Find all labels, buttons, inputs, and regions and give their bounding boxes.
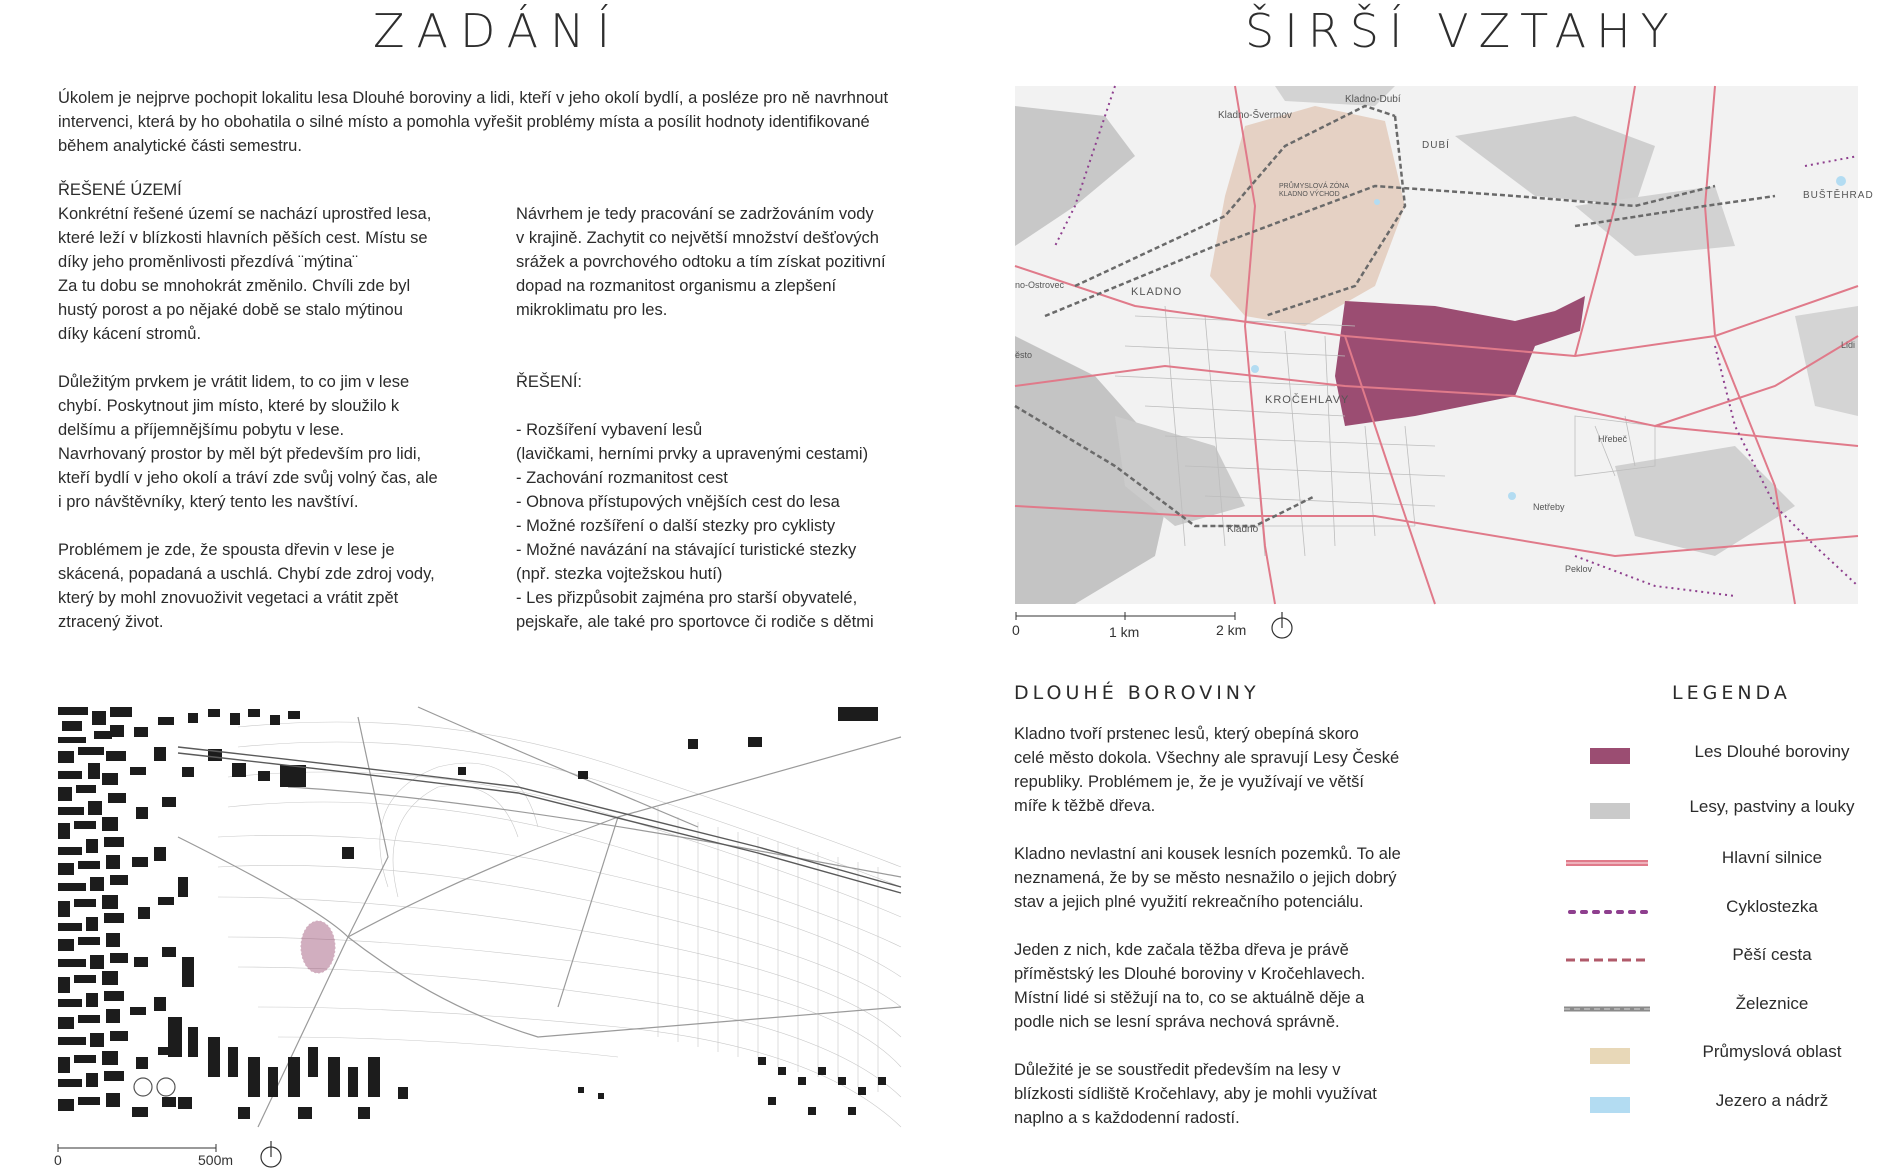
legend-label: Jezero a nádrž: [1715, 1091, 1829, 1110]
top-map-scale-bar: [1015, 608, 1305, 642]
top-scale-1km: 1 km: [1109, 624, 1140, 640]
wider-relations-map: [1015, 86, 1874, 604]
legend-item-cyklostezka: [1560, 895, 1880, 925]
dlouhe-boroviny-text: Kladno tvoří prstenec lesů, který obepíná skoro celé město dokola. Všechny ale spravují Lesy České republiky. Problémem je, že je využívají ve větší míře k těžbě dřeva. Kladno nevlastní ani kousek lesních pozemků. To ale neznamená, že by se město nesnažilo o jejich dobrý stav a jejich plné využití rekreačního potenciálu. Jeden z nich, kde začala těžba dřeva je právě příměstský les Dlouhé boroviny v Kročehlavech. Místní lidé si stěžují na to, co se aktuálně děje a podle nich se lesní správa nechová správně. Důležité je se soustředit především na lesy v blízkosti sídliště Kročehlavy, aby je mohli využívat naplno a s každodenní radostí.: [1014, 725, 1401, 1127]
label-kladno-station: Kladno: [1227, 524, 1259, 535]
legend-label: Les Dlouhé boroviny: [1694, 742, 1850, 761]
legend-swatch-meadows: [1560, 803, 1650, 821]
bottom-map-scale-bar: [56, 1140, 296, 1174]
legend-swatch-railway: [1560, 1000, 1650, 1018]
reseni-text: Návrhem je tedy pracování se zadržováním vody v krajině. Zachytit co největší množství dešťových srážek a povrchového odtoku a tím získat pozitivní dopad na rozmanitost organismu a zlepšení mikroklimatu pro les. ŘEŠENÍ: - Rozšíření vybavení lesů (lavičkami, herními prvky a upravenými cestami) - Zachování rozmanitost cest - Obnova přístupových vnějších cest do lesa - Možné rozšíření o další stezky pro cyklisty - Možné navázání na stávající turistické stezky (npř. stezka vojtežskou hutí) - Les přizpůsobit zajména pro starší obyvatelé, pejskaře, ale také pro sportovce či rodiče s dětmi: [516, 205, 886, 631]
label-mesto: ěsto: [1015, 350, 1033, 360]
label-kladno: KLADNO: [1131, 286, 1183, 298]
legend-label: Lesy, pastviny a louky: [1689, 797, 1855, 816]
legend-item-zeleznice: [1560, 992, 1880, 1022]
legend-item-pesi-cesta: [1560, 943, 1880, 973]
legend-label: Cyklostezka: [1726, 897, 1818, 916]
intro-text: Úkolem je nejprve pochopit lokalitu lesa Dlouhé boroviny a lidi, kteří v jeho okolí bydlí, a posléze pro ně navrhnout intervenci, která by ho obohatila o silné místo a pomohla vyřešit problémy místa a posílit hodnoty identifikované během analytické části semestru.: [58, 89, 889, 155]
label-netreby: Netřeby: [1533, 502, 1565, 512]
resene-uzemi-text: ŘEŠENÉ ÚZEMÍ Konkrétní řešené území se nachází uprostřed lesa, které leží v blízkosti hlavních pěších cest. Místu se díky jeho proměnlivosti přezdívá ¨mýtina¨ Za tu dobu se mnohokrát změnilo. Chvíli zde byl hustý porost a po nějaké době se stalo mýtinou díky kácení stromů. Důležitým prvkem je vrátit lidem, to co jim v lese chybí. Poskytnout jim místo, které by sloužilo k delšímu a příjemnějšímu pobytu v lese. Navrhovaný prostor by měl být především pro lidi, kteří bydlí v jeho okolí a tráví zde svůj volný čas, ale i pro návštěvníky, který tento les navštíví. Problémem je zde, že spousta dřevin v lese je skácená, popadaná a uschlá. Chybí zde zdroj vody, který by mohl znovuoživit vegetaci a vrátit zpět ztracený život.: [58, 181, 438, 631]
legend-swatch-footpath: [1560, 951, 1650, 969]
label-ostrovec: no-Ostrovec: [1015, 280, 1065, 290]
legend-item-lesy: [1560, 795, 1880, 825]
legend-swatch-cycle-path: [1560, 903, 1650, 921]
legend-item-les: [1560, 740, 1880, 770]
bottom-scale-500m: 500m: [198, 1152, 234, 1168]
label-bustehrad: BUŠTĚHRAD: [1803, 190, 1874, 201]
sirsi-vztahy-heading: ŠIRŠÍ VZTAHY: [1245, 4, 1679, 58]
legend-heading: LEGENDA: [1672, 682, 1791, 704]
label-kladno-svermov: Kladno-Švermov: [1218, 110, 1292, 121]
legend-label: Železnice: [1735, 994, 1809, 1013]
bottom-scale-zero: 0: [54, 1152, 62, 1168]
label-dubi: DUBÍ: [1422, 140, 1450, 151]
site-plan-map: [58, 707, 901, 1127]
label-kladno-dubi: Kladno-Dubí: [1345, 94, 1401, 105]
top-scale-zero: 0: [1012, 622, 1020, 638]
legend-swatch-industrial: [1560, 1048, 1650, 1066]
legend-item-silnice: [1560, 846, 1880, 876]
label-prumyslova-zona: PRŮMYSLOVÁ ZÓNA: [1279, 183, 1350, 190]
legend-swatch-forest: [1560, 748, 1650, 766]
legend-label: Průmyslová oblast: [1702, 1042, 1842, 1061]
top-scale-2km: 2 km: [1216, 622, 1247, 638]
zadani-heading: ZADÁNÍ: [373, 4, 623, 58]
legend-label: Hlavní silnice: [1721, 848, 1823, 867]
label-kladno-vychod: KLADNO VÝCHOD: [1279, 191, 1340, 198]
label-lidi: Lidi: [1841, 340, 1856, 350]
label-hrebec: Hřebeč: [1598, 434, 1628, 444]
dlouhe-boroviny-heading: DLOUHÉ BOROVINY: [1014, 682, 1260, 704]
legend-item-jezero: [1560, 1089, 1880, 1119]
legend-item-prumyslova: [1560, 1040, 1880, 1070]
label-krocehlavy: KROČEHLAVY: [1265, 394, 1350, 406]
legend-swatch-lake: [1560, 1097, 1650, 1115]
label-peklov: Peklov: [1565, 564, 1593, 574]
legend-swatch-road: [1560, 854, 1650, 872]
legend-label: Pěší cesta: [1732, 945, 1812, 964]
